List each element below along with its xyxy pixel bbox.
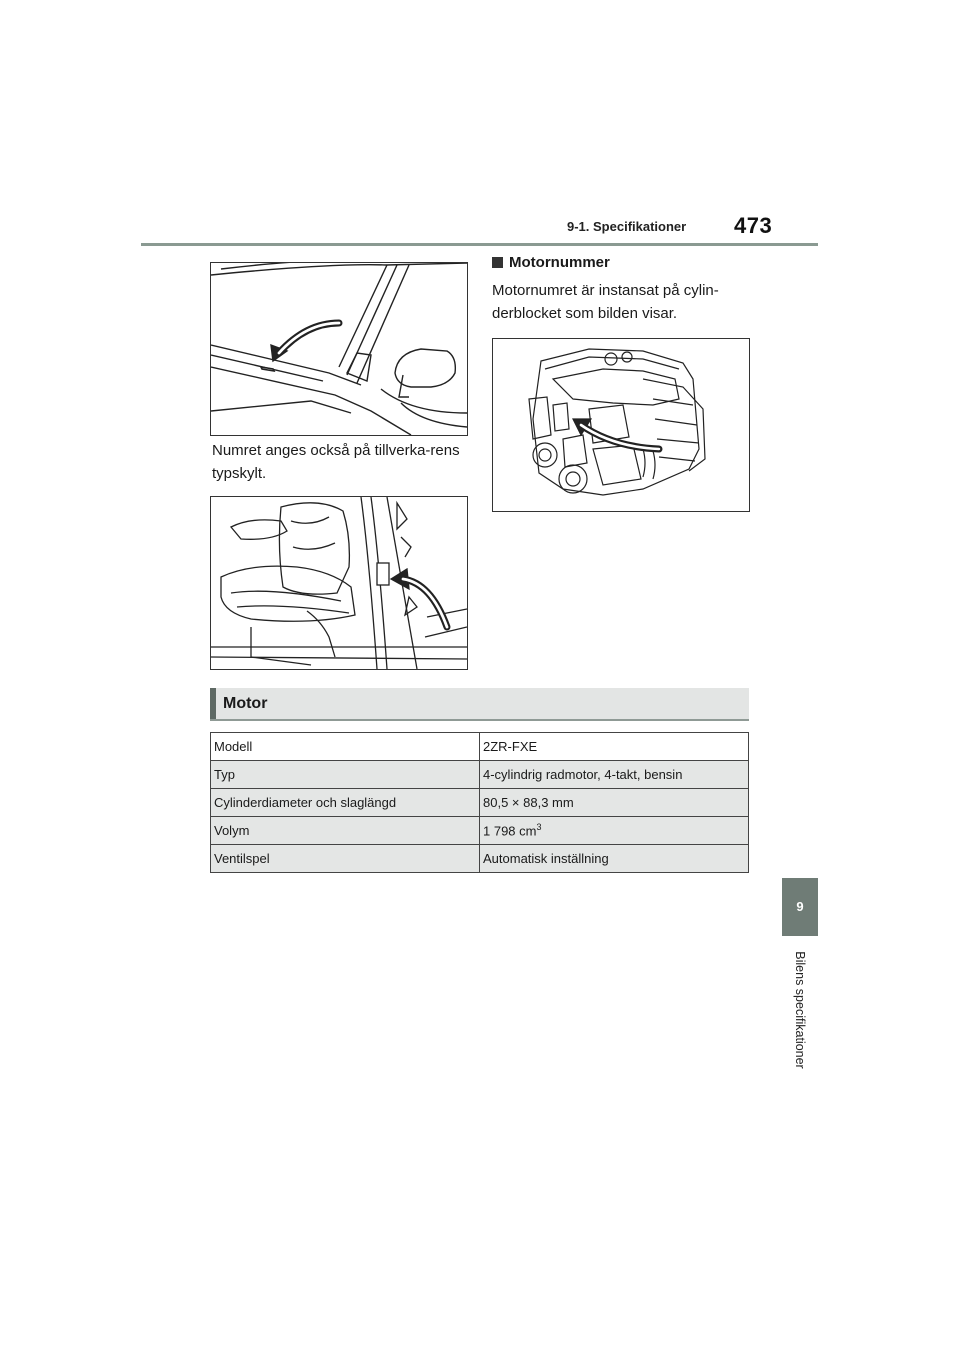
engine-number-text: Motornumret är instansat på cylin-derblocket som bilden visar. bbox=[492, 282, 719, 322]
spec-value: 4-cylindrig radmotor, 4-takt, bensin bbox=[480, 761, 749, 789]
table-row bbox=[211, 845, 749, 873]
section-accent bbox=[210, 688, 216, 721]
spec-value: 2ZR-FXE bbox=[480, 733, 749, 761]
page-number: 473 bbox=[734, 213, 773, 238]
motor-section-title: Motor bbox=[223, 695, 268, 712]
section-title: 9-1. Specifikationer bbox=[567, 219, 687, 234]
volume-value: 1 798 cm bbox=[483, 823, 537, 839]
spec-value bbox=[480, 817, 749, 845]
table-row bbox=[211, 817, 749, 845]
bullet-square-icon bbox=[492, 257, 503, 268]
spec-label: Modell bbox=[211, 733, 480, 761]
header-divider bbox=[141, 243, 818, 246]
engine-number-heading: Motornummer bbox=[492, 254, 610, 271]
spec-label: Typ bbox=[211, 761, 480, 789]
table-row bbox=[211, 733, 749, 761]
spec-label: Volym bbox=[211, 817, 480, 845]
figure-caption: Numret anges också på tillverka-rens typskylt. bbox=[212, 442, 460, 482]
table-row bbox=[211, 789, 749, 817]
windshield-illustration bbox=[210, 262, 468, 436]
motor-section-header bbox=[210, 688, 749, 721]
engine-illustration bbox=[492, 338, 750, 512]
spec-label: Ventilspel bbox=[211, 845, 480, 873]
motor-spec-table bbox=[210, 732, 749, 873]
chapter-label: Bilens specifikationer bbox=[793, 951, 807, 1069]
door-pillar-illustration bbox=[210, 496, 468, 670]
volume-exponent: 3 bbox=[536, 822, 542, 833]
section-underline bbox=[210, 719, 749, 721]
spec-value: Automatisk inställning bbox=[480, 845, 749, 873]
chapter-number: 9 bbox=[796, 899, 804, 914]
table-row bbox=[211, 761, 749, 789]
chapter-tab[interactable] bbox=[782, 878, 818, 936]
spec-value: 80,5 × 88,3 mm bbox=[480, 789, 749, 817]
spec-label: Cylinderdiameter och slaglängd bbox=[211, 789, 480, 817]
